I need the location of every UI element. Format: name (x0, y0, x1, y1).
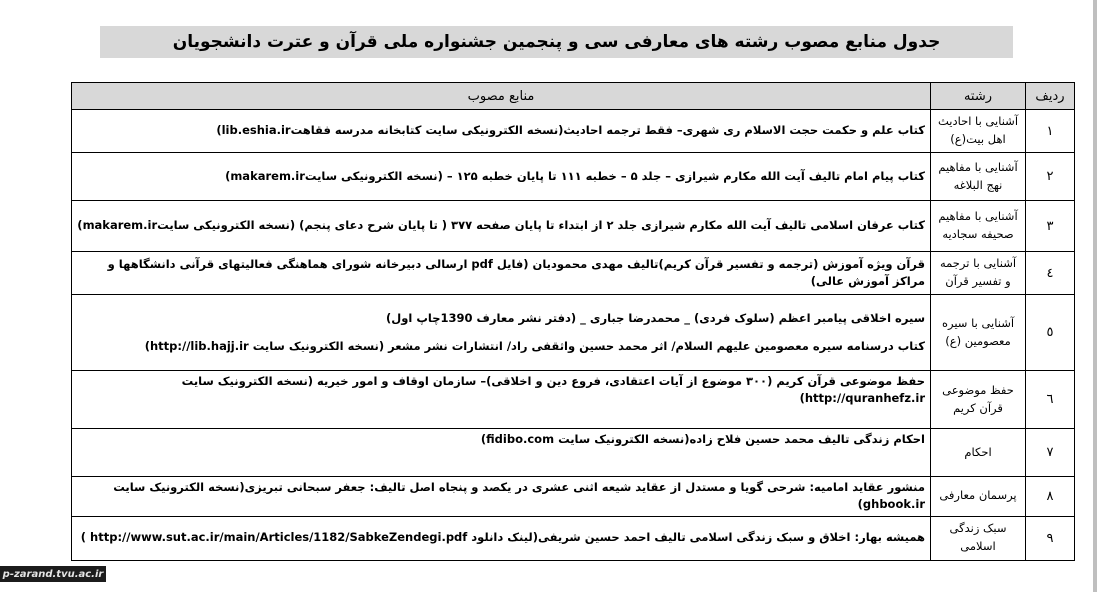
source-line: کتاب پیام امام تالیف آیت الله مکارم شیرازی – جلد ۵ – خطبه ۱۱۱ تا پایان خطبه ۱۲۵ – (نسخه الکترونیکی سایتmakarem.ir) (225, 168, 925, 183)
approved-sources-table (71, 82, 1075, 561)
source-line: منشور عقاید امامیه: شرحی گویا و مستدل از عقاید شیعه اثنی عشری در یکصد و پنجاه اصل تالیف: جعفر سبحانی تبریزی(نسخه الکترونیک سایت ghbook.ir) (113, 480, 925, 512)
header-index: ردیف (1026, 83, 1075, 110)
row-sources (72, 295, 931, 371)
row-index: ٦ (1026, 371, 1075, 429)
watermark-text: p-zarand.tvu.ac.ir (2, 568, 104, 580)
source-line: کتاب علم و حکمت حجت الاسلام ری شهری– فقط ترجمه احادیث(نسخه الکترونیکی سایت کتابخانه مدرسه فقاهتlib.eshia.ir) (216, 123, 925, 138)
row-field: احکام (931, 429, 1026, 477)
row-field: حفظ موضوعی قرآن کریم (931, 371, 1026, 429)
source-line: قرآن ویژه آموزش (ترجمه و تفسیر قرآن کریم)تالیف مهدی محمودیان (فایل pdf ارسالی دبیرخانه شورای هماهنگی فعالیتهای قرآنی دانشگاهها و مراکز آموزش عالی) (107, 256, 925, 288)
page-title-text: جدول منابع مصوب رشته های معارفی سی و پنجمین جشنواره ملی قرآن و عترت دانشجویان (172, 32, 941, 52)
row-sources (72, 153, 931, 201)
row-sources (72, 110, 931, 153)
row-sources (72, 477, 931, 517)
row-index: ٨ (1026, 477, 1075, 517)
header-sources: منابع مصوب (72, 83, 931, 110)
source-line: سیره اخلاقی پیامبر اعظم (سلوک فردی) _ محمدرضا جباری _ (دفتر نشر معارف 1390چاپ اول) (386, 311, 925, 326)
table-row (72, 429, 1075, 477)
row-index: ۱ (1026, 110, 1075, 153)
row-index: ٤ (1026, 252, 1075, 295)
table-row (72, 371, 1075, 429)
source-line: کتاب درسنامه سیره معصومین علیهم السلام/ اثر محمد حسین واثقفی راد/ انتشارات نشر مشعر (نسخه الکترونیک سایت http://lib.hajj.ir) (144, 338, 925, 353)
page-title (100, 26, 1013, 58)
row-sources (72, 201, 931, 252)
row-field: سبک زندگی اسلامی (931, 516, 1026, 560)
page-right-border (1093, 0, 1097, 592)
row-index: ۲ (1026, 153, 1075, 201)
table-row (72, 110, 1075, 153)
row-sources (72, 252, 931, 295)
row-field: آشنایی با مفاهیم نهج البلاغه (931, 153, 1026, 201)
table-row (72, 252, 1075, 295)
source-line: حفظ موضوعی قرآن کریم (۳۰۰ موضوع از آیات اعتقادی، فروع دین و اخلاقی)– سازمان اوقاف و امور خیریه (نسخه الکترونیک سایت http://quranhefz.ir) (181, 374, 925, 406)
row-index: ٧ (1026, 429, 1075, 477)
row-sources (72, 516, 931, 560)
row-index: ۳ (1026, 201, 1075, 252)
row-sources (72, 371, 931, 429)
row-sources (72, 429, 931, 477)
row-field: آشنایی با ترجمه و تفسیر قرآن (931, 252, 1026, 295)
row-field: آشنایی با سیره معصومین (ع) (931, 295, 1026, 371)
table-row (72, 153, 1075, 201)
table-row (72, 295, 1075, 371)
source-line: احکام زندگی تالیف محمد حسین فلاح زاده(نسخه الکترونیک سایت fidibo.com) (480, 432, 925, 446)
table-header-row (72, 83, 1075, 110)
header-field: رشته (931, 83, 1026, 110)
row-field: آشنایی با احادیث اهل بیت(ع) (931, 110, 1026, 153)
source-line: همیشه بهار: اخلاق و سبک زندگی اسلامی تالیف احمد حسین شریفی(لینک دانلود http://www.sut.ac.ir/main/Articles/1182/SabkeZendegi.pdf ) (80, 530, 925, 545)
source-line: کتاب عرفان اسلامی تالیف آیت الله مکارم شیرازی جلد ۲ از ابتداء تا پایان صفحه ۳۷۷ ( تا پایان شرح دعای پنجم) (نسخه الکترونیکی سایتmakarem.ir) (77, 218, 925, 233)
site-watermark (0, 566, 106, 582)
row-field: آشنایی با مفاهیم صحیفه سجادیه (931, 201, 1026, 252)
table-row (72, 516, 1075, 560)
table-row (72, 201, 1075, 252)
table-row (72, 477, 1075, 517)
row-index: ٩ (1026, 516, 1075, 560)
row-field: پرسمان معارفی (931, 477, 1026, 517)
row-index: ٥ (1026, 295, 1075, 371)
